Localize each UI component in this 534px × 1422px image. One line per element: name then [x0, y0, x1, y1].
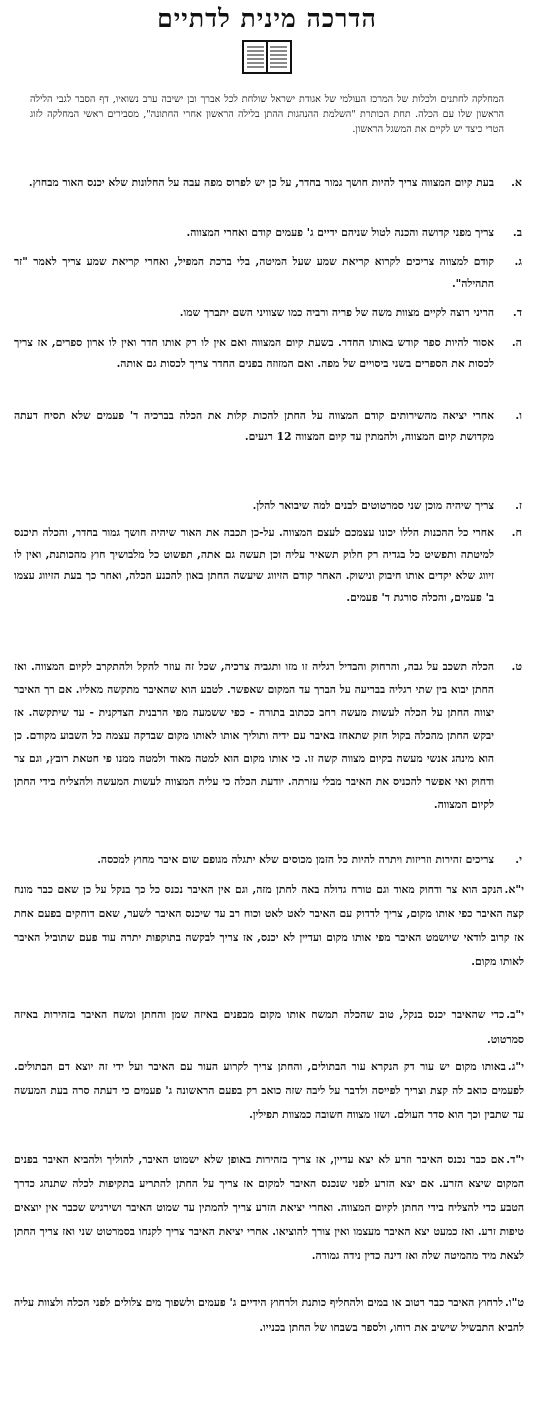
item-number: ח.: [511, 526, 522, 539]
item-text: הנקב הוא צר ודחוק מאוד וגם טורח גדולה באה לחתן מזה, וגם אין האיבר נכנס כל כך בנקל על כן שאם כבר מונח קצה האיבר כפי אותו מקום, צריך לדדוק עם האיבר לאט לאט וכוח רב עד שיכנס האיבר לשער, שאם דוחקים בפעם אחת אז קרוב לודאי שיושמט האיבר מפי אותו מקום ועדיין לא יכנס, אז צריך לבקשה בתוקפות יתרה עוד פעם שתוביל האיבר לאותו מקום.: [14, 883, 524, 968]
item-text: אסור להיות ספר קודש באותו החדר. בשעת קיום המצווה ואם אין לו רק אותו חדר ואין לו ארון ספרים, אז צריך לכסות את הספרים בשני ביסויים של מפה. ואם המזוזה בפנים החדר צריך לכסות גם אותה.: [14, 336, 494, 370]
list-item: [14, 302, 524, 324]
list-item: [14, 222, 524, 244]
item-number: א.: [511, 176, 522, 189]
item-text: הכלה תשכב על גבה, והרחוק והבדיל רגליה זו מזו ותגביה צרכיה, שכל זה עוזר להקל ולהתקרב לקיום המצווה. ואז החתן יבוא בין שתי רגליה בבריעה על הברך עד המקום שאפשר. לטבע הוא שהאיבר מתקשה מאליו. אם רך האיבר יצווה החתן על הכלה לעשות מעשה רחב ככתוב בתורה - כפי ששמעה מפי הרבנית הצדקנית - עד שיתקשה. אז יבקש החתן מהכלה בקול חזק שתאחז באיבר עם ידיה ותוליך אותו לאותו מקום שבדקה עצמה כל השבוע מקודם. כן הוא מינהג אנשי מעשה בקיום מצווה קשה זו. כי אותו מקום הוא למטה מאוד ולמטה ממנו פי חטאת רובץ, וגם צר ודחוק ואי אפשר להכניס את האיבר מבלי עזרתה. יודעת הכלה כי עליה המצווה לעשות המעשה ולהצליח בידי החתן לקיום המצווה.: [14, 660, 494, 811]
intro-paragraph: המחלקה לחתנים ולכלות של המרכז העולמי של אגודת ישראל שולחת לכל אברך ובן ישיבה ערב נשואיו, דף הסבר לגבי הלילה הראשון שלו עם הכלה. תחת הכותרת "השלמת ההנהגות ההתן בלילה הראשון אחרי החתונה", מסבירים ראשי המחלקה לזוג הטרי כיצד יש לקיים את המשגל הראשון.: [30, 94, 504, 135]
list-item: [14, 332, 524, 374]
item-text: צריך מפני קדושה והכנה לטול שניהם ידיים ג' פעמים קודם ואחרי המצווה.: [186, 226, 494, 239]
item-number: י"ב.: [506, 1008, 524, 1021]
item-text: צריך שיהיה מוכן שני סמרטוטים לבנים למה שיבואר להלן.: [252, 499, 494, 512]
item-text: קודם למצווה צריכים לקרוא קריאת שמע שעל המיטה, בלי ברכת המפיל, ואחרי קריאת שמע צריך לאמר "זר התהילה".: [14, 255, 494, 290]
item-number: י"א.: [504, 883, 524, 896]
item-text: באותו מקום יש עור דק הנקרא עור הבתולים, והחתן צריך לקרוע העור עם האיבר ועל ידי זה יוצא דם הבתולים. לפעמים כואב לה קצת וצריך לפייסה ולדבר על ליבה שזה כואב רק בפעם הראשונה ג' פעמים כי דעתה סרה בעת המעשה עד שתבין וכך הוא סדר העולם. ושזו מצווה חשובה כמצוות תפילין.: [14, 1060, 524, 1121]
item-text: צריכים זהירות וזריזות ויתרה להיות כל הזמן מכוסים שלא יתגלה מגופם שום איבר מחוץ למכסה.: [97, 853, 494, 866]
item-text: בעת קיום המצווה צריך להיות חושך גמור בחדר, על כן יש לפרוס מפה עבה על החלונות שלא יכנס האור מבחוץ.: [28, 176, 494, 189]
item-number: י"ג.: [507, 1060, 524, 1073]
item-number: ז.: [515, 499, 522, 512]
item-text: אם כבר נכנס האיבר וזרע לא יצא עדיין, אז צריך בזהירות באופן שלא ישמוט האיבר, להוליך ולהביא האיבר בפנים המקום שיצא הזרע. אם יצא הזרע לפני שנכנס האיבר למקום אז צריך על החתן להתריע בתקיפות לכלה שתנהג כדרך הטבע כדי להצליח בידי החתן לקיום המצווה. ואחרי יציאת הזרע צריך להמתין עד שמוט האיבר ושירגיש שכבר אין יוצאים טיפות זרע. ואז כמעט יצא האיבר מעצמו ואין צורך להוציאו. אחרי יציאת האיבר צריך לקנחו בסמרטוט שני ואז צריך החתן לצאת מיד מהמיטה שלה ואז דינה כדין נידה גמורה.: [14, 1153, 524, 1262]
list-item: [14, 522, 524, 608]
list-item: [14, 848, 524, 871]
list-item: [14, 1290, 524, 1340]
item-text: אחרי כל ההכנות הללו יכונו עצמכם לעצם המצווה. על-כן תכבה את האור שיהיה חושך גמור בחדר, והכלה תיכנס למיטתה ותפשיט כל בגדיה רק חלוק תשאיר עליה וכן תעשה גם אתה, תפשוט כל מלבושיך חוץ מהכותנת, ואין לו זיווג שלא יקדים אותו חיבוק ונישוק. האחר קודם הזיווג שיעשה החתן באון להכנע הכלה, ואחר כך בעת הזיווג עצמו ב' פעמים, והכלה סורגת ד' פעמים.: [14, 526, 494, 604]
page-title: הדרכה מינית לדתיים: [157, 4, 377, 33]
item-number: י.: [515, 853, 522, 866]
list-item: [14, 878, 524, 974]
list-item: [14, 1055, 524, 1127]
list-item: [14, 1002, 524, 1052]
item-number: ד.: [512, 306, 522, 319]
item-number: ט"ו.: [504, 1296, 524, 1309]
list-item: [14, 251, 524, 295]
item-text: לרחוץ האיבר כבר רטוב או במים ולהחליף כותנת ולרחוץ הידיים ג' פעמים ולשפוך מים צלולים לפני הכלה ולצוות עליה להביא התבשיל שישיב את רוחו, ולספר בשבחו של החתן בכנייו.: [14, 1296, 524, 1334]
item-number: ט.: [511, 660, 522, 673]
item-number: ג.: [514, 255, 522, 268]
item-number: ו.: [515, 409, 522, 422]
item-number: י"ד.: [506, 1153, 524, 1166]
open-book-icon: [242, 38, 292, 76]
item-text: הריני רוצה לקיים מצוות משה של פריה ורביה כמו שצוויני השם יתברך שמו.: [179, 306, 494, 319]
list-item: [14, 655, 524, 816]
item-number: ה.: [511, 336, 522, 349]
list-item: [14, 172, 524, 194]
list-item: [14, 495, 524, 516]
list-item: [14, 405, 524, 447]
item-text: אחרי יציאה מהשירותים קודם המצווה על החתן להכות קלות את הכלה בברכיה ד' פעמים שלא תסיח דעתה מקדושת קיום המצווה, ולהמתין עד קיום המצווה 12 רגעים.: [14, 409, 494, 443]
item-text: כדי שהאיבר יכנס בנקל, טוב שהכלה תמשח אותו מקום מבפנים באיזה שמן והחתן ומשח האיבר בזהירות באיזה סמרטוט.: [14, 1008, 524, 1046]
item-number: ב.: [512, 226, 522, 239]
list-item: [14, 1148, 524, 1268]
